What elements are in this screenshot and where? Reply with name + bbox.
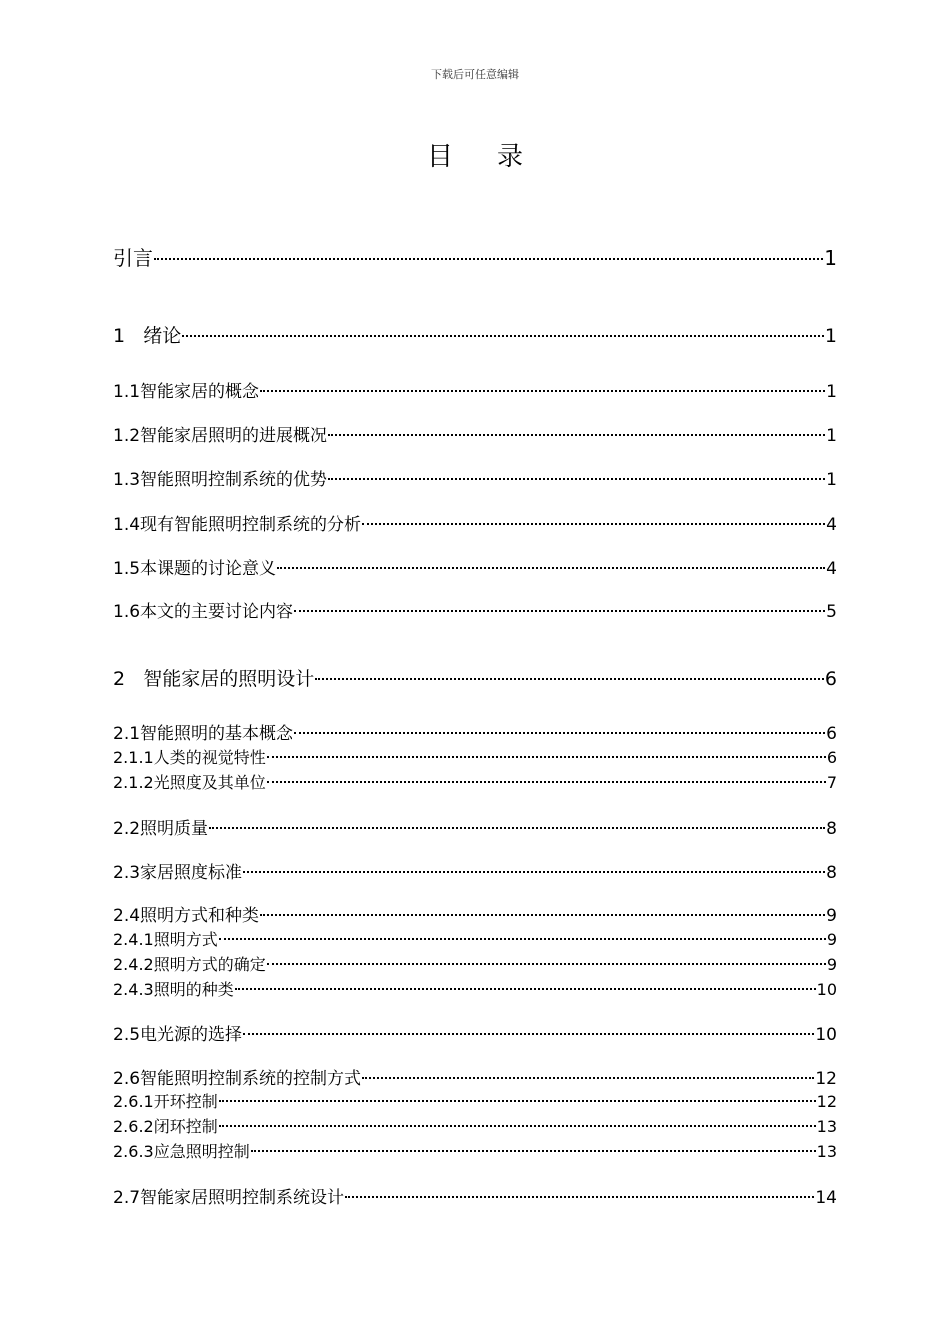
toc-entry-title: 现有智能照明控制系统的分析 bbox=[140, 515, 362, 535]
toc-entry[interactable] bbox=[113, 1089, 837, 1112]
toc-dot-leader bbox=[243, 1032, 814, 1035]
toc-dot-leader bbox=[345, 1195, 814, 1198]
toc-entry-number: 1.3 bbox=[113, 470, 141, 490]
toc-dot-leader bbox=[260, 389, 825, 392]
toc-entry[interactable] bbox=[113, 1064, 837, 1089]
toc-dot-leader bbox=[267, 755, 826, 758]
toc-entry[interactable] bbox=[113, 377, 837, 402]
toc-entry-page: 1 bbox=[826, 426, 837, 446]
toc-entry-number: 1 bbox=[113, 325, 144, 347]
toc-dot-leader bbox=[209, 826, 825, 829]
toc-entry-title: 智能家居的照明设计 bbox=[143, 668, 315, 690]
toc-dot-leader bbox=[243, 870, 825, 873]
toc-entry-title: 家居照度标准 bbox=[140, 863, 243, 883]
toc-entry-page: 6 bbox=[826, 724, 837, 744]
toc-dot-leader bbox=[328, 433, 825, 436]
toc-entry[interactable] bbox=[113, 952, 837, 975]
toc-entry-title: 照明方式 bbox=[153, 930, 218, 949]
toc-entry-number: 2.1.2 bbox=[113, 773, 154, 792]
toc-entry-number: 2.1.1 bbox=[113, 748, 154, 767]
toc-entry[interactable] bbox=[113, 858, 837, 883]
toc-entry-title: 电光源的选择 bbox=[140, 1025, 243, 1045]
toc-entry-title: 智能家居的概念 bbox=[140, 382, 260, 402]
toc-entry-page: 13 bbox=[816, 1117, 837, 1136]
toc-entry-page: 1 bbox=[826, 470, 837, 490]
toc-entry[interactable] bbox=[113, 421, 837, 446]
toc-entry[interactable] bbox=[113, 664, 837, 691]
toc-entry-page: 13 bbox=[816, 1142, 837, 1161]
toc-entry-page: 5 bbox=[826, 602, 837, 622]
toc-entry-page: 10 bbox=[815, 1025, 837, 1045]
toc-entry-number: 2.5 bbox=[113, 1025, 141, 1045]
toc-entry[interactable] bbox=[113, 719, 837, 744]
toc-entry-page: 6 bbox=[826, 748, 837, 767]
toc-entry[interactable] bbox=[113, 901, 837, 926]
toc-entry[interactable] bbox=[113, 321, 837, 348]
toc-entry-title: 闭环控制 bbox=[153, 1117, 218, 1136]
toc-dot-leader bbox=[362, 522, 825, 525]
toc-entry[interactable] bbox=[113, 1139, 837, 1162]
toc-dot-leader bbox=[235, 987, 816, 990]
toc-entry-title: 智能照明控制系统的控制方式 bbox=[140, 1069, 362, 1089]
toc-entry[interactable] bbox=[113, 927, 837, 950]
toc-entry-page: 9 bbox=[826, 906, 837, 926]
toc-dot-leader bbox=[251, 1149, 816, 1152]
toc-title: 目录 bbox=[426, 142, 567, 172]
toc-entry-number: 2 bbox=[113, 668, 144, 690]
toc-entry[interactable] bbox=[113, 510, 837, 535]
toc-entry[interactable] bbox=[113, 465, 837, 490]
toc-entry-title: 照明方式和种类 bbox=[140, 906, 260, 926]
toc-entry-number: 2.6.3 bbox=[113, 1142, 154, 1161]
toc-dot-leader bbox=[260, 913, 825, 916]
toc-entry-page: 10 bbox=[816, 980, 837, 999]
toc-entry-number: 2.6 bbox=[113, 1069, 141, 1089]
toc-dot-leader bbox=[219, 1099, 816, 1102]
toc-entry[interactable] bbox=[113, 977, 837, 1000]
toc-entry-number: 2.3 bbox=[113, 863, 141, 883]
toc-entry-title: 智能照明控制系统的优势 bbox=[140, 470, 328, 490]
toc-entry-number: 2.6.2 bbox=[113, 1117, 154, 1136]
toc-entry-title: 智能照明的基本概念 bbox=[140, 724, 294, 744]
toc-entry-number: 2.2 bbox=[113, 819, 141, 839]
toc-dot-leader bbox=[267, 780, 826, 783]
toc-entry[interactable] bbox=[113, 1114, 837, 1137]
toc-entry-number: 2.6.1 bbox=[113, 1092, 154, 1111]
toc-entry-title: 开环控制 bbox=[153, 1092, 218, 1111]
toc-dot-leader bbox=[362, 1076, 814, 1079]
toc-entry-title: 照明质量 bbox=[140, 819, 209, 839]
toc-entry-page: 4 bbox=[826, 515, 837, 535]
toc-entry[interactable] bbox=[113, 597, 837, 622]
toc-entry-page: 8 bbox=[826, 863, 837, 883]
toc-dot-leader bbox=[219, 937, 826, 940]
toc-entry-title: 照明方式的确定 bbox=[153, 955, 266, 974]
toc-dot-leader bbox=[294, 609, 825, 612]
toc-entry-page: 12 bbox=[816, 1092, 837, 1111]
toc-entry-title: 本课题的讨论意义 bbox=[140, 559, 277, 579]
toc-entry-number: 2.4 bbox=[113, 906, 141, 926]
toc-entry-page: 12 bbox=[815, 1069, 837, 1089]
toc-entry[interactable] bbox=[113, 1020, 837, 1045]
header-note: 下载后可任意编辑 bbox=[431, 68, 519, 81]
toc-entry-title: 智能家居照明的进展概况 bbox=[140, 426, 328, 446]
toc-entry-page: 1 bbox=[824, 325, 837, 347]
toc-entry-title: 光照度及其单位 bbox=[153, 773, 266, 792]
toc-entry-title: 本文的主要讨论内容 bbox=[140, 602, 294, 622]
toc-dot-leader bbox=[154, 257, 823, 260]
toc-entry[interactable] bbox=[113, 770, 837, 793]
toc-entry-title: 照明的种类 bbox=[153, 980, 234, 999]
toc-entry-number: 1.6 bbox=[113, 602, 141, 622]
toc-dot-leader bbox=[277, 566, 825, 569]
toc-entry-number: 2.4.3 bbox=[113, 980, 154, 999]
toc-entry-page: 8 bbox=[826, 819, 837, 839]
toc-entry-title: 智能家居照明控制系统设计 bbox=[140, 1188, 345, 1208]
toc-dot-leader bbox=[267, 962, 826, 965]
toc-entry-number: 2.4.2 bbox=[113, 955, 154, 974]
toc-entry-page: 9 bbox=[826, 930, 837, 949]
toc-dot-leader bbox=[294, 731, 825, 734]
toc-dot-leader bbox=[328, 477, 825, 480]
toc-entry-page: 9 bbox=[826, 955, 837, 974]
toc-dot-leader bbox=[315, 677, 824, 680]
toc-entry-title: 引言 bbox=[113, 246, 153, 270]
toc-entry-title: 绪论 bbox=[143, 325, 182, 347]
toc-dot-leader bbox=[182, 334, 824, 337]
toc-entry-number: 1.1 bbox=[113, 382, 141, 402]
toc-entry-number: 1.4 bbox=[113, 515, 141, 535]
toc-entry-number: 1.2 bbox=[113, 426, 141, 446]
toc-entry[interactable] bbox=[113, 242, 837, 271]
toc-entry-number: 2.7 bbox=[113, 1188, 141, 1208]
toc-entry-page: 1 bbox=[824, 246, 837, 270]
toc-dot-leader bbox=[219, 1124, 816, 1127]
toc-entry-number: 1.5 bbox=[113, 559, 141, 579]
toc-entry[interactable] bbox=[113, 554, 837, 579]
toc-entry[interactable] bbox=[113, 745, 837, 768]
toc-entry-number: 2.4.1 bbox=[113, 930, 154, 949]
toc-entry-page: 4 bbox=[826, 559, 837, 579]
toc-entry-page: 7 bbox=[826, 773, 837, 792]
toc-entry-page: 6 bbox=[824, 668, 837, 690]
toc-entry[interactable] bbox=[113, 1183, 837, 1208]
toc-entry-title: 应急照明控制 bbox=[153, 1142, 250, 1161]
toc-entry-number: 2.1 bbox=[113, 724, 141, 744]
toc-entry-page: 14 bbox=[815, 1188, 837, 1208]
toc-entry-page: 1 bbox=[826, 382, 837, 402]
toc-entry[interactable] bbox=[113, 814, 837, 839]
toc-entry-title: 人类的视觉特性 bbox=[153, 748, 266, 767]
